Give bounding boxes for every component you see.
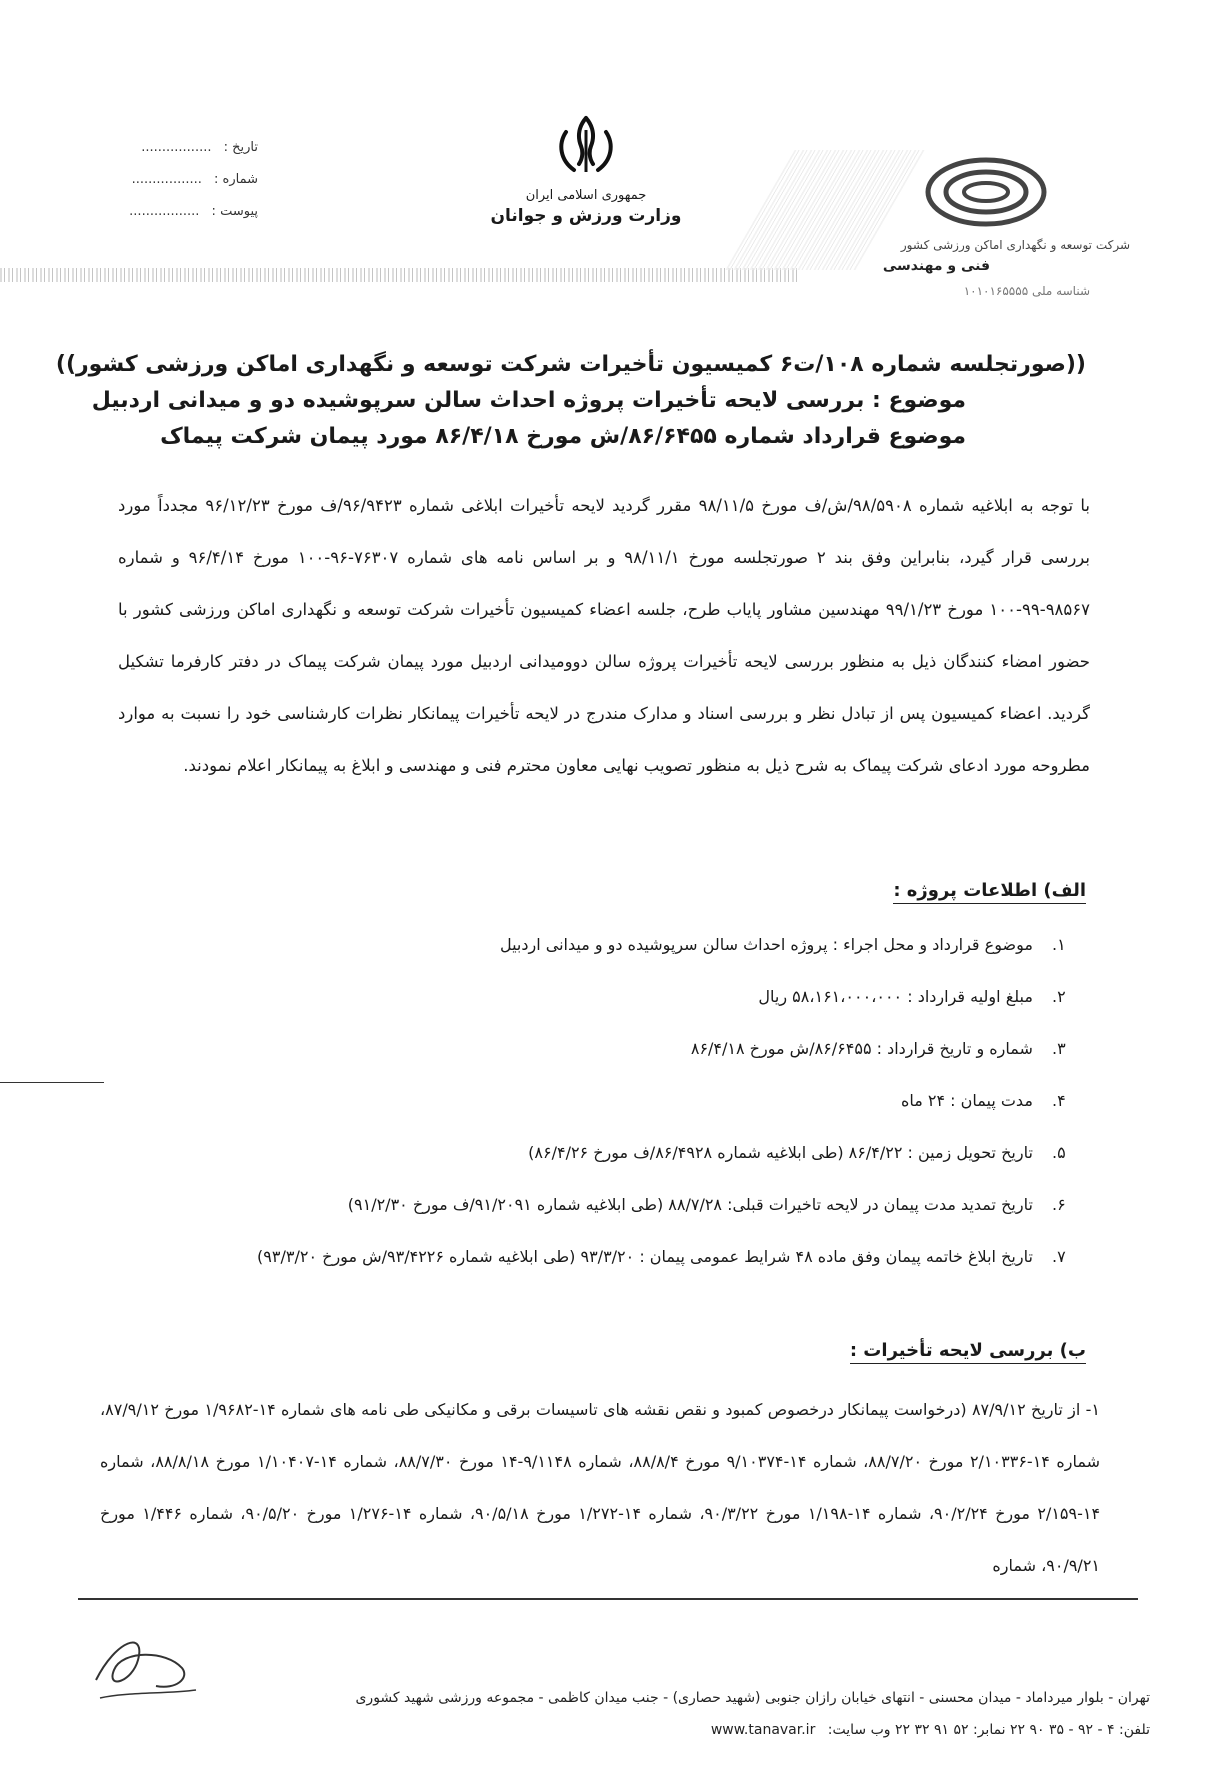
header-strip-left: [0, 268, 800, 282]
company-logo-icon: [916, 152, 1056, 232]
iran-emblem-icon: [546, 112, 626, 182]
list-item: [220, 1195, 1080, 1247]
footer-address: تهران - بلوار میرداماد - میدان محسنی - انتهای خیابان رازان جنوبی (شهید حصاری) - جنب میدان کاظمی - مجموعه ورزشی شهید کشوری: [355, 1690, 1150, 1706]
attachment-dots: .................: [129, 204, 200, 219]
list-item-text: مدت پیمان : ۲۴ ماه: [900, 1091, 1033, 1110]
minutes-title: ((صورتجلسه شماره ۱۰۸/ت۶ کمیسیون تأخیرات شرکت توسعه و نگهداری اماکن ورزشی کشور)): [55, 352, 1086, 377]
list-item-number: ۱-: [1085, 1400, 1101, 1419]
section-b-heading: ب) بررسی لایحه تأخیرات :: [850, 1340, 1086, 1364]
section-a-list: [220, 935, 1080, 1299]
tech-id-line: شناسه ملی ۱۰۱۰۱۶۵۵۵۵: [963, 284, 1090, 298]
date-label: تاریخ: [232, 140, 258, 155]
list-item: [220, 935, 1080, 987]
date-dots: .................: [141, 140, 212, 155]
ministry-name: وزارت ورزش و جوانان: [490, 206, 682, 226]
number-label: شماره: [222, 172, 258, 187]
list-item-text: از تاریخ ۸۷/۹/۱۲ (درخواست پیمانکار درخصوص کمبود و نقص نقشه های تاسیسات برقی و مکانیکی طی نامه های شماره ۱۴-۱/۹۶۸۲ مورخ ۸۷/۹/۱۲، شماره ۱۴-۲/۱۰۳۳۶ مورخ ۸۸/۷/۲۰، شماره ۱۴-۹/۱۰۳۷۴ مورخ ۸۸/۸/۴، شماره ۹/۱۱۴۸-۱۴ مورخ ۸۸/۷/۳۰، شماره ۱۴-۱/۱۰۴۰۷ مورخ ۸۸/۸/۱۸، شماره ۱۴-۲/۱۵۹ مورخ ۹۰/۲/۲۴، شماره ۱۴-۱/۱۹۸ مورخ ۹۰/۳/۲۲، شماره ۱۴-۱/۲۷۲ مورخ ۹۰/۵/۱۸، شماره ۱۴-۱/۲۷۶ مورخ ۹۰/۵/۲۰، شماره ۱/۴۴۶ مورخ ۹۰/۹/۲۱، شماره: [100, 1400, 1101, 1575]
list-item-number: ۲.: [1052, 987, 1066, 1006]
number-dots: .................: [131, 172, 202, 187]
list-item-text: تاریخ تحویل زمین : ۸۶/۴/۲۲ (طی ابلاغیه شماره ۸۶/۴۹۲۸/ف مورخ ۸۶/۴/۲۶): [528, 1143, 1033, 1162]
list-item-number: ۷.: [1052, 1247, 1066, 1266]
footer-website[interactable]: www.tanavar.ir: [710, 1722, 816, 1738]
list-item: [220, 987, 1080, 1039]
date-field: تاریخ : .................: [141, 140, 258, 155]
list-item-text: شماره و تاریخ قرارداد : ۸۶/۶۴۵۵/ش مورخ ۸۶/۴/۱۸: [690, 1039, 1033, 1058]
margin-rule: [0, 1082, 104, 1083]
attachment-label: پیوست: [220, 204, 258, 219]
header-strip-diagonal: [725, 150, 924, 270]
list-item-text: تاریخ تمدید مدت پیمان در لایحه تاخیرات قبلی: ۸۸/۷/۲۸ (طی ابلاغیه شماره ۹۱/۲۰۹۱/ف مورخ ۹۱/۲/۳۰): [347, 1195, 1033, 1214]
number-field: شماره : .................: [131, 172, 258, 187]
attachment-field: پیوست : .................: [129, 204, 258, 219]
section-b-heading-wrap: [800, 1340, 1086, 1361]
contract-subject-title: موضوع قرارداد شماره ۸۶/۶۴۵۵/ش مورخ ۸۶/۴/۱۸ مورد پیمان شرکت پیماک: [160, 424, 966, 449]
department-name: فنی و مهندسی: [882, 258, 990, 274]
list-item: [220, 1039, 1080, 1091]
list-item: [220, 1247, 1080, 1299]
list-item-number: ۳.: [1052, 1039, 1066, 1058]
emblem-caption: جمهوری اسلامی ایران: [525, 188, 647, 203]
subject-title: موضوع : بررسی لایحه تأخیرات پروژه احداث سالن سرپوشیده دو و میدانی اردبیل: [91, 388, 966, 413]
list-item-text: مبلغ اولیه قرارداد : ۵۸،۱۶۱،۰۰۰،۰۰۰ ریال: [758, 987, 1033, 1006]
section-a-heading: الف) اطلاعات پروژه :: [893, 880, 1086, 904]
list-item-text: موضوع قرارداد و محل اجراء : پروژه احداث سالن سرپوشیده دو و میدانی اردبیل: [499, 935, 1033, 954]
list-item-text: تاریخ ابلاغ خاتمه پیمان وفق ماده ۴۸ شرایط عمومی پیمان : ۹۳/۳/۲۰ (طی ابلاغیه شماره ۹۳/۴۲۲۶/ش مورخ ۹۳/۳/۲۰): [257, 1247, 1033, 1266]
section-a-heading-wrap: [800, 880, 1086, 901]
list-item: [220, 1091, 1080, 1143]
list-item: [220, 1143, 1080, 1195]
list-item-number: ۴.: [1052, 1091, 1066, 1110]
footer-contact: [340, 1722, 1150, 1738]
section-b-item: [100, 1384, 1100, 1592]
intro-paragraph: با توجه به ابلاغیه شماره ۹۸/۵۹۰۸/ش/ف مورخ ۹۸/۱۱/۵ مقرر گردید لایحه تأخیرات ابلاغی شماره ۹۶/۹۴۲۳/ف مورخ ۹۶/۱۲/۲۳ مجدداً مورد بررسی قرار گیرد، بنابراین وفق بند ۲ صورتجلسه مورخ ۹۸/۱۱/۱ و بر اساس نامه های شماره ۷۶۳۰۷-۹۶-۱۰۰ مورخ ۹۶/۴/۱۴ و شماره ۹۸۵۶۷-۹۹-۱۰۰ مورخ ۹۹/۱/۲۳ مهندسین مشاور پایاب طرح، جلسه اعضاء کمیسیون تأخیرات شرکت توسعه و نگهداری اماکن ورزشی کشور با حضور امضاء کنندگان ذیل به منظور بررسی لایحه تأخیرات پروژه سالن دوومیدانی اردبیل مورد پیمان شرکت پیماک در دفتر کارفرما تشکیل گردید. اعضاء کمیسیون پس از تبادل نظر و بررسی اسناد و مدارک مندرج در لایحه تأخیرات پیمانکار نظرات کارشناسی خود را نسبت به موارد مطروحه مورد ادعای شرکت پیماک به شرح ذیل به منظور تصویب نهایی معاون محترم فنی و مهندسی و ابلاغ به پیمانکار اعلام نمودند.: [118, 496, 1090, 775]
company-line: شرکت توسعه و نگهداری اماکن ورزشی کشور: [900, 238, 1130, 252]
list-item-number: ۶.: [1052, 1195, 1066, 1214]
footer-rule-top: [78, 1598, 1138, 1600]
list-item-number: ۵.: [1052, 1143, 1066, 1162]
list-item-number: ۱.: [1052, 935, 1066, 954]
signature: [86, 1620, 206, 1710]
footer-phones: تلفن: ۴ - ۹۲ - ۳۵ ۹۰ ۲۲ نمابر: ۵۲ ۹۱ ۳۲ ۲۲ وب سایت:: [827, 1722, 1150, 1738]
